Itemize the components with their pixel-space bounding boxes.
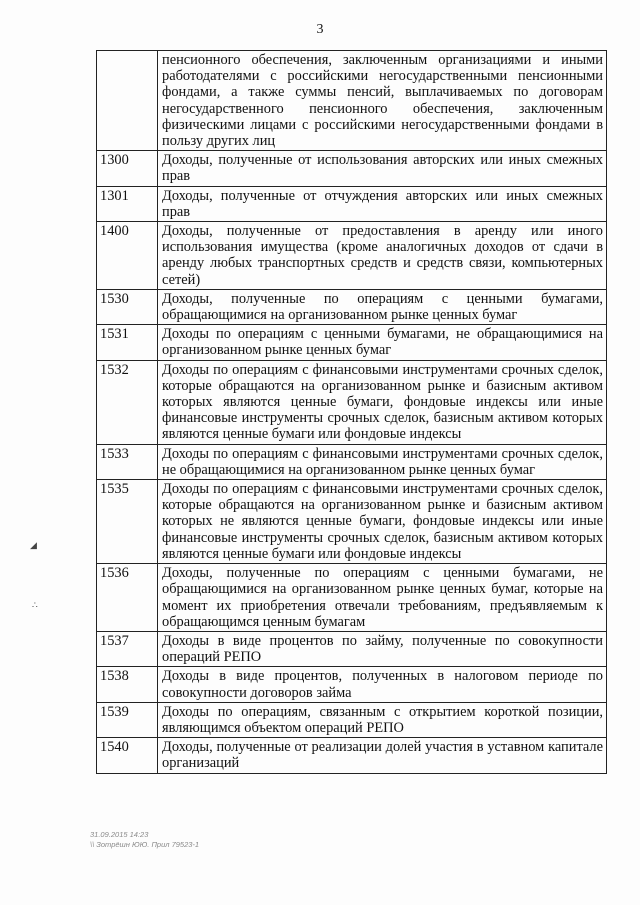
table-row	[97, 151, 607, 186]
table-row	[97, 51, 607, 151]
table-row	[97, 360, 607, 444]
income-code-cell: 1531	[97, 325, 158, 360]
income-codes-table	[96, 50, 607, 774]
income-code-cell: 1540	[97, 738, 158, 773]
margin-mark-icon: ◢	[30, 540, 37, 550]
income-code-cell: 1532	[97, 360, 158, 444]
income-code-cell: 1300	[97, 151, 158, 186]
document-footer	[90, 830, 199, 850]
income-code-cell: 1537	[97, 631, 158, 666]
income-code-cell: 1301	[97, 186, 158, 221]
income-description-cell: Доходы в виде процентов по займу, полученные по совокупности операций РЕПО	[158, 631, 607, 666]
income-code-cell: 1530	[97, 289, 158, 324]
income-code-cell	[97, 51, 158, 151]
income-code-cell: 1539	[97, 702, 158, 737]
table-row	[97, 222, 607, 290]
table-row	[97, 738, 607, 773]
income-description-cell: пенсионного обеспечения, заключенным организациями и иными работодателями с российскими негосударственными пенсионными фондами, а также суммы пенсий, выплачиваемых по договорам негосударственного пенсионного обеспечения, заключенным физическими лицами с российскими негосударственными фондами в пользу других лиц	[158, 51, 607, 151]
income-description-cell: Доходы по операциям с ценными бумагами, не обращающимися на организованном рынке ценных бумаг	[158, 325, 607, 360]
page-number: 3	[316, 22, 324, 37]
table-row	[97, 289, 607, 324]
income-description-cell: Доходы в виде процентов, полученных в налоговом периоде по совокупности договоров займа	[158, 667, 607, 702]
income-description-cell: Доходы по операциям с финансовыми инструментами срочных сделок, которые обращаются на организованном рынке и базисным активом которых не являются ценные бумаги, фондовые индексы или иные финансовые инструменты срочных сделок, базисным активом которых являются ценные бумаги или фондовые индексы	[158, 480, 607, 564]
income-description-cell: Доходы, полученные от использования авторских или иных смежных прав	[158, 151, 607, 186]
table-row	[97, 186, 607, 221]
income-code-cell: 1538	[97, 667, 158, 702]
income-code-cell: 1533	[97, 444, 158, 479]
income-description-cell: Доходы по операциям с финансовыми инструментами срочных сделок, которые обращаются на организованном рынке и базисным активом которых являются ценные бумаги, фондовые индексы или иные финансовые инструменты срочных сделок, базисным активом которых являются ценные бумаги или фондовые индексы	[158, 360, 607, 444]
table-row	[97, 444, 607, 479]
table-row	[97, 702, 607, 737]
table-row	[97, 325, 607, 360]
footer-file-path: \\ Зотрёшн ЮЮ. Прил 79523-1	[90, 840, 200, 849]
income-description-cell: Доходы по операциям, связанным с открытием короткой позиции, являющимся объектом операций РЕПО	[158, 702, 607, 737]
margin-dots-icon: ∴	[32, 600, 38, 610]
income-description-cell: Доходы по операциям с финансовыми инструментами срочных сделок, не обращающимися на организованном рынке ценных бумаг	[158, 444, 607, 479]
income-code-cell: 1535	[97, 480, 158, 564]
income-description-cell: Доходы, полученные от предоставления в аренду или иного использования имущества (кроме аналогичных доходов от сдачи в аренду любых транспортных средств и средств связи, компьютерных сетей)	[158, 222, 607, 290]
income-code-cell: 1536	[97, 564, 158, 632]
income-description-cell: Доходы, полученные по операциям с ценными бумагами, обращающимися на организованном рынке ценных бумаг	[158, 289, 607, 324]
income-code-cell: 1400	[97, 222, 158, 290]
footer-timestamp: 31.09.2015 14:23	[90, 830, 149, 839]
table-row	[97, 564, 607, 632]
income-description-cell: Доходы, полученные от реализации долей участия в уставном капитале организаций	[158, 738, 607, 773]
income-description-cell: Доходы, полученные по операциям с ценными бумагами, не обращающимися на организованном рынке ценных бумаг, которые на момент их приобретения отвечали требованиям, предъявляемым к обращающимся ценным бумагам	[158, 564, 607, 632]
income-description-cell: Доходы, полученные от отчуждения авторских или иных смежных прав	[158, 186, 607, 221]
table-row	[97, 480, 607, 564]
table-row	[97, 667, 607, 702]
table-row	[97, 631, 607, 666]
